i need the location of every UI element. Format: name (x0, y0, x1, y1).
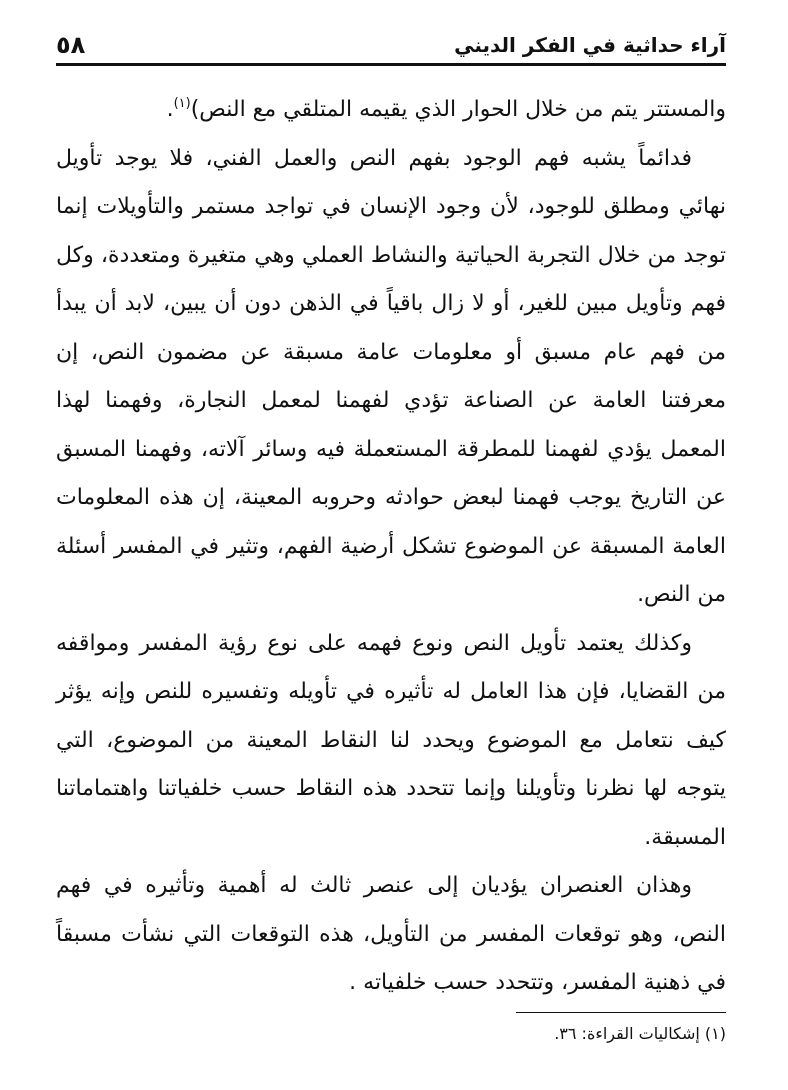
paragraph-tail: . (166, 97, 174, 122)
body-text (56, 86, 726, 1008)
paragraph-continuation (56, 86, 726, 135)
footnote: (١) إشكاليات القراءة: ٣٦. (554, 1024, 726, 1043)
footnote-reference[interactable]: (١) (173, 96, 191, 111)
page-number: ٥٨ (56, 30, 86, 59)
paragraph: فدائماً يشبه فهم الوجود بفهم النص والعمل الفني، فلا يوجد تأويل نهائي ومطلق للوجود، لأن وجود الإنسان في تواجد مستمر والتأويلات إنما توجد من خلال التجربة الحياتية والنشاط العملي وهي متغيرة ومتعددة، وكل فهم وتأويل مبين للغير، أو لا زال باقياً في الذهن دون أن يبين، لابد أن يبدأ من فهم عام مسبق أو معلومات عامة مسبقة عن مضمون النص، إن معرفتنا العامة عن الصناعة تؤدي لفهمنا لمعمل النجارة، وفهمنا لهذا المعمل يؤدي لفهمنا للمطرقة المستعملة فيه وسائر آلاته، وفهمنا المسبق عن التاريخ يوجب فهمنا لبعض حوادثه وحروبه المعينة، إن هذه المعلومات العامة المسبقة عن الموضوع تشكل أرضية الفهم، وتثير في المفسر أسئلة من النص. (56, 145, 726, 607)
paragraph: وكذلك يعتمد تأويل النص ونوع فهمه على نوع رؤية المفسر ومواقفه من القضايا، فإن هذا العامل له تأثيره في تأويله وتفسيره للنص وإنه يؤثر كيف نتعامل مع الموضوع ويحدد لنا النقاط المعينة من الموضوع، التي يتوجه لها نظرنا وتأويلنا وإنما تتحدد هذه النقاط حسب خلفياتنا واهتماماتنا المسبقة. (56, 630, 726, 850)
running-title: آراء حداثية في الفكر الديني (454, 32, 726, 57)
footnote-divider (516, 1012, 726, 1013)
paragraph-text: والمستتر يتم من خلال الحوار الذي يقيمه المتلقي مع النص) (190, 97, 726, 122)
page-header (56, 26, 726, 66)
paragraph: وهذان العنصران يؤديان إلى عنصر ثالث له أهمية وتأثيره في فهم النص، وهو توقعات المفسر من التأويل، هذه التوقعات التي نشأت مسبقاً في ذهنية المفسر، وتتحدد حسب خلفياته . (56, 873, 726, 995)
